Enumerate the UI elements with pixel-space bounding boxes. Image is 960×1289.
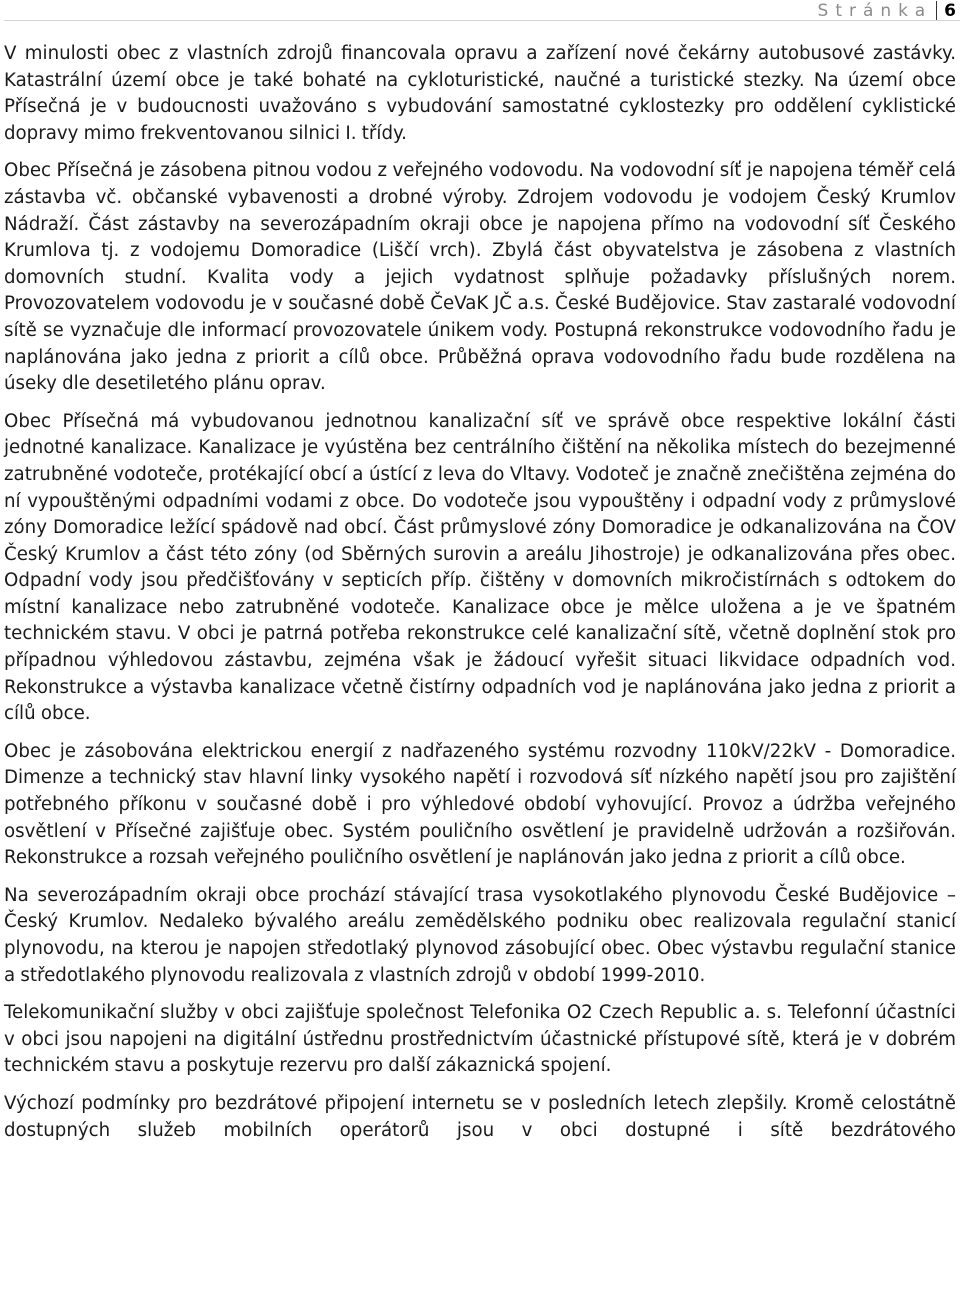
page-header: [818, 0, 960, 22]
page-number: 6: [936, 1, 960, 21]
paragraph-internet: Výchozí podmínky pro bezdrátové připojení internetu se v posledních letech zlepšily. Kromě celostátně dostupných služeb mobilních operátorů jsou v obci dostupné i sítě bezdrátového: [4, 1092, 956, 1141]
paragraph-gas: Na severozápadním okraji obce prochází stávající trasa vysokotlakého plynovodu České Budějovice – Český Krumlov. Nedaleko bývalého areálu zemědělského podniku obec realizovala regulační stanicí plynovodu, na kterou je napojen středotlaký plynovod zásobující obec. Obec výstavbu regulační stanice a středotlakého plynovodu realizovala z vlastních zdrojů v období 1999-2010.: [4, 884, 956, 986]
paragraph-electricity: Obec je zásobována elektrickou energií z nadřazeného systému rozvodny 110kV/22kV - Domoradice. Dimenze a technický stav hlavní linky vysokého napětí i rozvodová síť nízkého napětí jsou pro zajištění potřebného příkonu v současné době i pro výhledové období vyhovující. Provoz a údržba veřejného osvětlení v Přísečné zajišťuje obec. Systém pouličního osvětlení je pravidelně udržován a rozšiřován. Rekonstrukce a rozsah veřejného pouličního osvětlení je naplánován jako jedna z priorit a cílů obce.: [4, 740, 956, 869]
header-divider: [4, 20, 960, 21]
paragraph-cycling: V minulosti obec z vlastních zdrojů financovala opravu a zařízení nové čekárny autobusové zastávky. Katastrální území obce je také bohaté na cykloturistické, naučné a turistické stezky. Na území obce Přísečná je v budoucnosti uvažováno s vybudování samostatné cyklostezky pro oddělení cyklistické dopravy mimo frekventovanou silnici I. třídy.: [4, 43, 956, 144]
paragraph-telecom: Telekomunikační služby v obci zajišťuje společnost Telefonika O2 Czech Republic a. s. Telefonní účastníci v obci jsou napojeni na digitální ústřednu prostřednictvím účastnické přístupové sítě, která je v dobrém technickém stavu a poskytuje rezervu pro další zákaznická spojení.: [4, 1002, 956, 1077]
paragraph-water-supply: Obec Přísečná je zásobena pitnou vodou z veřejného vodovodu. Na vodovodní síť je napojena téměř celá zástavba vč. občanské vybavenosti a drobné výroby. Zdrojem vodovodu je vodojem Český Krumlov Nádraží. Část zástavby na severozápadním okraji obce je napojena přímo na vodovodní síť Českého Krumlova tj. z vodojemu Domoradice (Liščí vrch). Zbylá část obyvatelstva je zásobena z vlastních domovních studní. Kvalita vody a jejich vydatnost splňuje požadavky příslušných norem. Provozovatelem vodovodu je v současné době ČeVaK JČ a.s. České Budějovice. Stav zastaralé vodovodní sítě se vyznačuje dle informací provozovatele únikem vody. Postupná rekonstrukce vodovodního řadu je naplánována jako jedna z priorit a cílů obce. Průběžná oprava vodovodního řadu bude rozdělena na úseky dle desetiletého plánu oprav.: [4, 160, 956, 395]
page-label: Stránka: [817, 1, 933, 21]
paragraph-sewerage: Obec Přísečná má vybudovanou jednotnou kanalizační síť ve správě obce respektive lokální části jednotné kanalizace. Kanalizace je vyústěna bez centrálního čištění na několika místech do bezejmenné zatrubněné vodoteče, protékající obcí a ústící z leva do Vltavy. Vodoteč je značně znečištěna zejména do ní vypouštěnými odpadními vodami z obce. Do vodoteče jsou vypouštěny i odpadní vody z průmyslové zóny Domoradice ležící spádově nad obcí. Část průmyslové zóny Domoradice je odkanalizována na ČOV Český Krumlov a část této zóny (od Sběrných surovin a areálu Jihostroje) je odkanalizována přes obec. Odpadní vody jsou předčišťovány v septicích příp. čištěny v domovních mikročistírnách s odtokem do místní kanalizace nebo zatrubněné vodoteče. Kanalizace obce je mělce uložena a je ve špatném technickém stavu. V obci je patrná potřeba rekonstrukce celé kanalizační sítě, včetně doplnění stok pro případnou výhledovou zástavbu, zejména však je žádoucí vyřešit situaci likvidace odpadních vod. Rekonstrukce a výstavba kanalizace včetně čistírny odpadních vod je naplánována jako jedna z priorit a cílů obce.: [4, 410, 956, 725]
document-body: [4, 41, 956, 1144]
